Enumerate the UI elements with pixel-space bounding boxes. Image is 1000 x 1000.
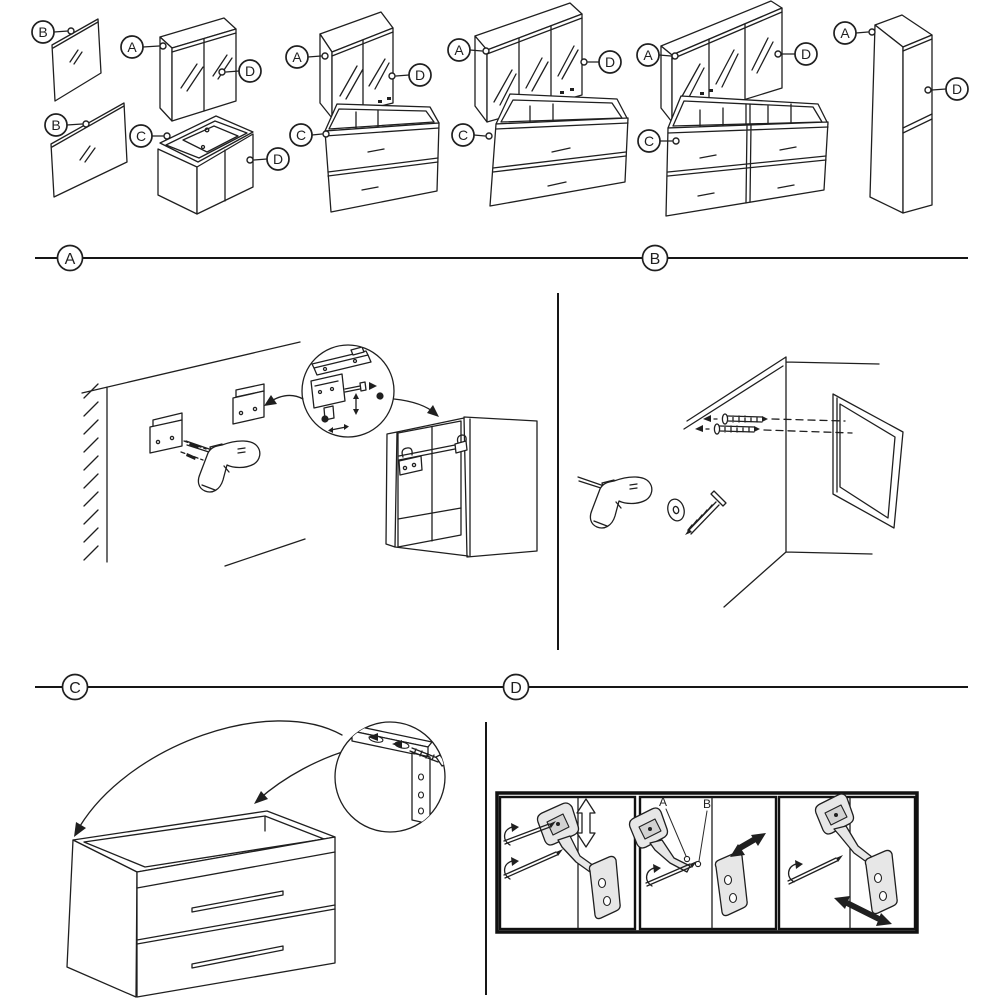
tall-side-cabinet bbox=[870, 15, 932, 213]
callout-d-mirror-door bbox=[389, 64, 431, 86]
section-letter: B bbox=[649, 251, 661, 268]
section-c-bracket-assembly bbox=[67, 721, 446, 997]
panel-label-a: A bbox=[658, 795, 668, 809]
detail-inset-corner-bracket bbox=[335, 722, 446, 832]
washer-icon bbox=[665, 497, 686, 522]
configuration-4 bbox=[637, 1, 828, 216]
callout-a-tall-cabinet bbox=[834, 22, 875, 44]
callout-c-vanity bbox=[452, 124, 492, 146]
callout-letter: C bbox=[135, 128, 147, 144]
callout-a-mirror-cabinet bbox=[121, 36, 166, 58]
hinge-panel-1 bbox=[500, 797, 635, 929]
section-a-wall-mounting bbox=[82, 342, 537, 566]
detail-inset-hanger bbox=[302, 345, 394, 437]
callout-letter: A bbox=[454, 42, 464, 58]
section-d-hinge-adjustment bbox=[497, 793, 917, 932]
callout-letter: D bbox=[244, 63, 256, 79]
hinge-panel-2 bbox=[630, 795, 777, 929]
callout-letter: C bbox=[643, 133, 655, 149]
drill-icon bbox=[186, 441, 260, 492]
section-letter: D bbox=[510, 680, 522, 697]
callout-letter: A bbox=[292, 49, 302, 65]
section-letter: A bbox=[64, 251, 76, 268]
wall bbox=[82, 342, 305, 566]
wall-bracket-upper bbox=[233, 384, 264, 424]
callout-c-vanity bbox=[290, 124, 329, 146]
callout-letter: A bbox=[840, 25, 850, 41]
mounting-screw-lower bbox=[695, 424, 852, 434]
mirror-cabinet-2-door bbox=[320, 12, 393, 118]
section-label-d bbox=[504, 675, 529, 700]
cabinet-back-view bbox=[386, 417, 537, 557]
section-label-b bbox=[643, 246, 668, 271]
callout-d-mirror-door bbox=[581, 51, 621, 73]
vanity-cabinet bbox=[67, 811, 335, 997]
callout-letter: C bbox=[295, 127, 307, 143]
vanity-unit-2-drawers-wide bbox=[490, 88, 628, 206]
callout-letter: B bbox=[51, 117, 61, 133]
wall-bracket-lower bbox=[150, 413, 182, 453]
configuration-2 bbox=[286, 12, 439, 212]
section-letter: C bbox=[69, 680, 81, 697]
section-divider-bottom bbox=[35, 675, 968, 700]
callout-letter: A bbox=[127, 39, 137, 55]
panel-label-b: B bbox=[702, 797, 712, 811]
mirror-frame bbox=[833, 394, 903, 528]
callout-letter: C bbox=[457, 127, 469, 143]
section-label-c bbox=[63, 675, 88, 700]
callout-letter: D bbox=[604, 54, 616, 70]
callout-letter: A bbox=[643, 47, 653, 63]
configuration-1 bbox=[32, 18, 289, 214]
parts-overview bbox=[32, 1, 968, 216]
arrow-inset-to-cabinet bbox=[394, 399, 439, 417]
callout-letter: D bbox=[272, 151, 284, 167]
configuration-5 bbox=[834, 15, 968, 213]
drill-icon bbox=[578, 477, 652, 528]
section-b-mirror-mounting bbox=[578, 357, 903, 607]
callout-letter: D bbox=[800, 46, 812, 62]
section-divider-top bbox=[35, 246, 968, 271]
arrow-inset-to-bracket bbox=[264, 395, 303, 406]
mounting-screw-upper bbox=[703, 414, 845, 424]
vanity-unit-2-drawers bbox=[325, 97, 439, 212]
hinge-panel-3 bbox=[779, 794, 915, 929]
callout-letter: D bbox=[414, 67, 426, 83]
screw-icon bbox=[685, 491, 726, 535]
callout-letter: D bbox=[951, 81, 963, 97]
callout-letter: B bbox=[38, 24, 48, 40]
vanity-unit-doors bbox=[158, 116, 253, 214]
vanity-unit-4-drawers-double bbox=[666, 89, 828, 216]
section-label-a bbox=[58, 246, 83, 271]
configuration-3 bbox=[448, 3, 628, 206]
